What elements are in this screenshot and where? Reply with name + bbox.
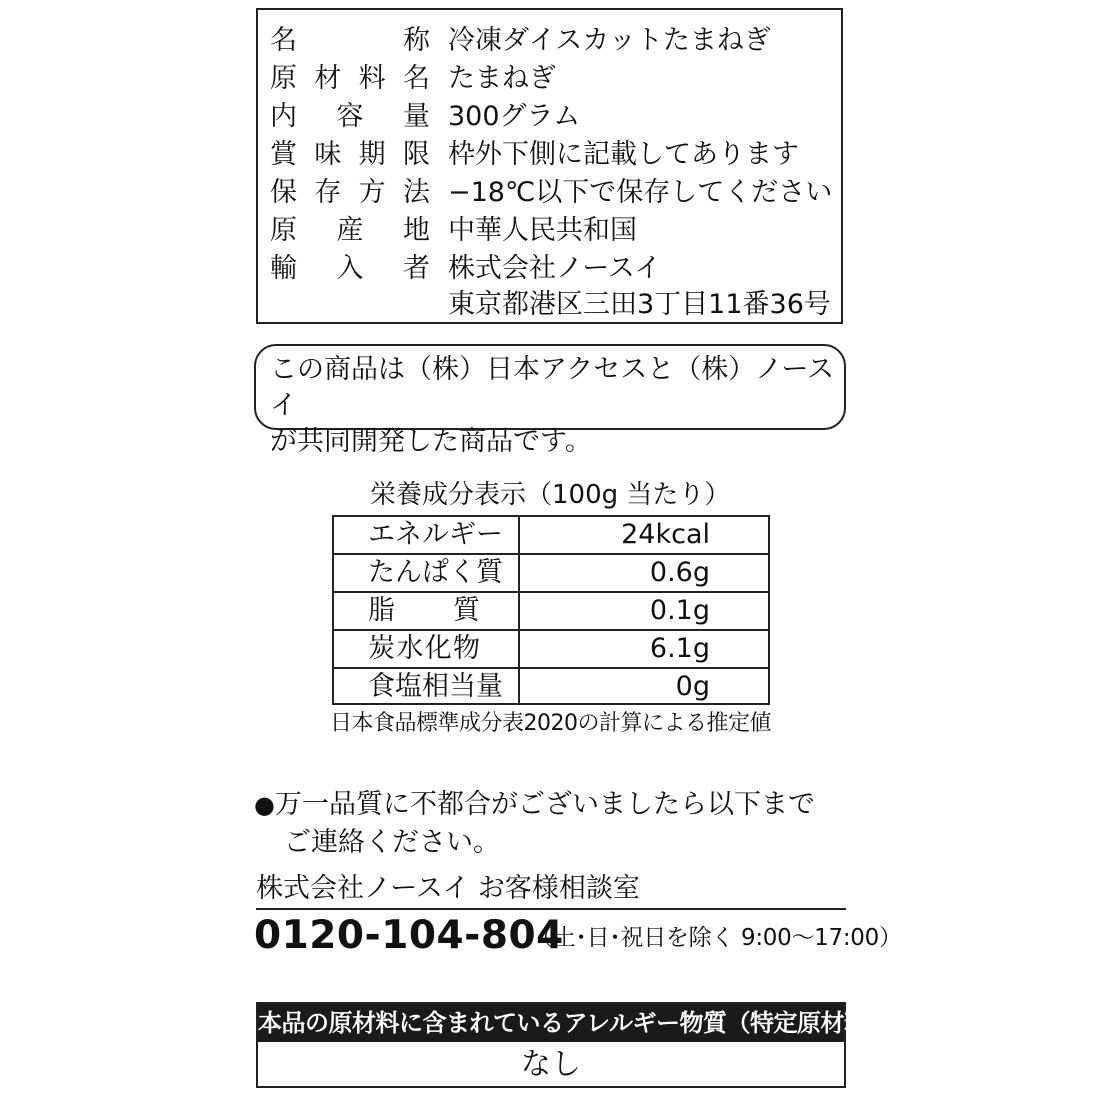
- label-key: 輸 入 者: [270, 253, 430, 284]
- nutrition-value: 24kcal: [621, 519, 710, 550]
- label-value: たまねぎ: [448, 63, 556, 94]
- nutrition-value: 0g: [675, 671, 710, 702]
- contact-note-line-1: ●万一品質に不都合がございましたら以下まで: [254, 789, 815, 820]
- product-label-box: [256, 8, 843, 324]
- nutrition-value: 0.1g: [649, 595, 710, 626]
- label-value: 冷凍ダイスカットたまねぎ: [448, 25, 771, 56]
- nutrition-row: [334, 555, 768, 593]
- nutrition-name: たんぱく質: [334, 555, 520, 591]
- allergen-box: [256, 1002, 915, 1088]
- joint-development-note: [254, 344, 846, 457]
- label-key: 原 材 料 名: [270, 63, 430, 94]
- label-value: 株式会社ノースイ: [448, 253, 662, 284]
- business-hours: （土･日･祝日を除く 9:00～17:00）: [530, 925, 902, 951]
- nutrition-row: [334, 631, 768, 669]
- note-line-2: が共同開発した商品です。: [270, 426, 592, 457]
- label-key: 賞 味 期 限: [270, 139, 430, 170]
- nutrition-name: 脂 質: [334, 593, 520, 629]
- nutrition-value: 0.6g: [649, 557, 710, 588]
- nutrition-row: [334, 517, 768, 555]
- contact-note-line-2: ご連絡ください。: [284, 827, 500, 858]
- nutrition-name: 食塩相当量: [334, 669, 520, 705]
- note-line-1: この商品は（株）日本アクセスと（株）ノースイ: [270, 354, 835, 421]
- nutrition-name: 炭 水 化 物: [334, 631, 520, 667]
- label-value: 300グラム: [448, 101, 581, 132]
- contact-note: [254, 786, 854, 861]
- label-value: 枠外下側に記載してあります: [448, 139, 799, 170]
- nutrition-value: 6.1g: [649, 633, 710, 664]
- nutrition-name: エネルギー: [334, 517, 520, 553]
- nutrition-table: [332, 515, 770, 705]
- nutrition-row: [334, 669, 768, 707]
- label-value: −18℃以下で保存してください: [448, 177, 833, 208]
- divider: [256, 908, 846, 910]
- label-key: 内 容 量: [270, 101, 430, 132]
- bullet-icon: ●: [254, 791, 275, 819]
- label-key: 名 称: [270, 25, 430, 56]
- label-key: 原 産 地: [270, 215, 430, 246]
- allergen-value: なし: [521, 1047, 581, 1082]
- nutrition-row: [334, 593, 768, 631]
- importer-address: 東京都港区三田3丁目11番36号: [448, 289, 831, 320]
- phone-number: 0120-104-804: [254, 913, 564, 958]
- label-key: 保 存 方 法: [270, 177, 430, 208]
- customer-service-name: 株式会社ノースイ お客様相談室: [256, 873, 640, 904]
- nutrition-footnote: 日本食品標準成分表2020の計算による推定値: [330, 711, 771, 736]
- allergen-heading: 本品の原材料に含まれているアレルギー物質（特定原材料等）: [258, 1004, 844, 1042]
- nutrition-title: 栄養成分表示（100g 当たり）: [370, 480, 731, 510]
- label-value: 中華人民共和国: [448, 215, 637, 246]
